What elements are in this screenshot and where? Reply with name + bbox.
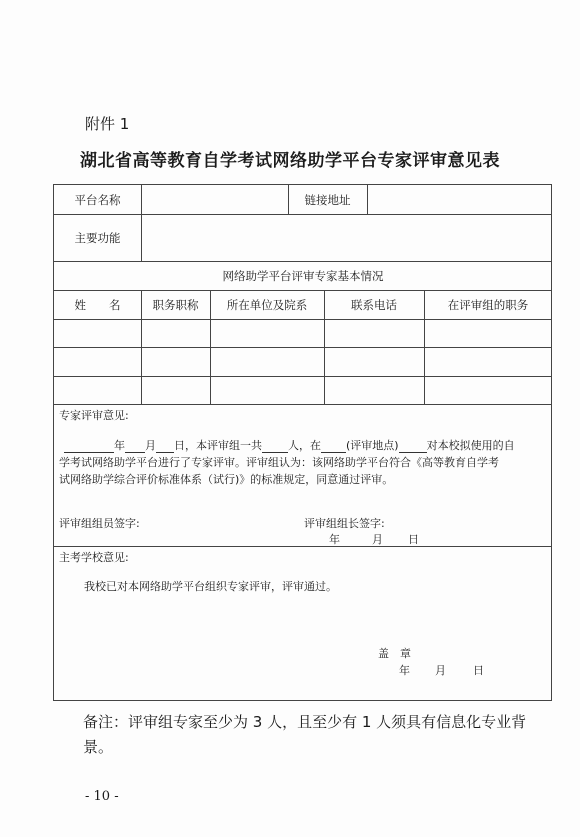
main-function-field[interactable] [142, 214, 552, 261]
main-function-label: 主要功能 [74, 230, 121, 245]
blank-location-b[interactable] [399, 440, 427, 453]
month-text: 月 [145, 439, 156, 452]
expert-opinion-line3: 试网络助学综合评价标准体系（试行)》的标准规定，同意通过评审。 [59, 473, 394, 486]
blank-count[interactable] [262, 440, 288, 453]
col-header-phone: 联系电话 [351, 297, 397, 312]
expert-row[interactable] [54, 347, 552, 376]
location-text: 人，在 [288, 439, 321, 452]
leader-sign-label: 评审组组长签字: [304, 517, 385, 530]
school-date-day: 日 [473, 664, 484, 677]
link-label: 链接地址 [304, 192, 351, 207]
form-title: 湖北省高等教育自学考试网络助学平台专家评审意见表 [80, 151, 500, 171]
count-text: 日，本评审组一共 [174, 439, 262, 452]
link-field[interactable] [368, 185, 552, 214]
col-header-role: 在评审组的职务 [447, 297, 529, 312]
row-divider [54, 546, 551, 547]
expert-date-month: 月 [372, 533, 383, 546]
row-divider [54, 404, 551, 405]
school-opinion-text: 我校已对本网络助学平台组织专家评审，评审通过。 [84, 580, 337, 593]
platform-name-field[interactable] [142, 185, 288, 214]
expert-opinion-line2: 学考试网络助学平台进行了专家评审。评审组认为：该网络助学平台符合《高等教育自学考 [59, 456, 499, 469]
school-date-year: 年 [399, 664, 410, 677]
blank-year[interactable] [64, 440, 114, 453]
seal-label: 盖 章 [378, 647, 411, 660]
school-opinion-label: 主考学校意见: [59, 551, 129, 564]
expert-date-day: 日 [408, 533, 419, 546]
school-date-month: 月 [435, 664, 446, 677]
platform-name-label: 平台名称 [74, 192, 121, 207]
opinion-tail-text: 对本校拟使用的自 [426, 439, 515, 452]
attachment-label: 附件 1 [85, 115, 130, 133]
blank-location-a[interactable] [321, 440, 346, 453]
year-text: 年 [114, 439, 125, 452]
col-header-unit: 所在单位及院系 [226, 297, 308, 312]
blank-day[interactable] [156, 440, 174, 453]
expert-row[interactable] [54, 376, 552, 404]
review-form-table [53, 184, 552, 701]
expert-row[interactable] [54, 319, 552, 347]
footnote: 备注：评审组专家至少为 3 人，且至少有 1 人须具有信息化专业背景。 [83, 713, 527, 756]
col-header-title: 职务职称 [152, 297, 199, 312]
member-sign-label: 评审组组员签字: [59, 517, 140, 530]
col-header-name: 姓 名 [74, 297, 121, 312]
expert-date-year: 年 [329, 533, 340, 546]
expert-opinion-line1 [64, 437, 515, 453]
experts-section-title: 网络助学平台评审专家基本情况 [222, 268, 384, 283]
expert-opinion-label: 专家评审意见: [59, 409, 129, 422]
location-hint: (评审地点) [346, 439, 399, 452]
page-number: - 10 - [85, 789, 119, 804]
blank-month[interactable] [125, 440, 145, 453]
